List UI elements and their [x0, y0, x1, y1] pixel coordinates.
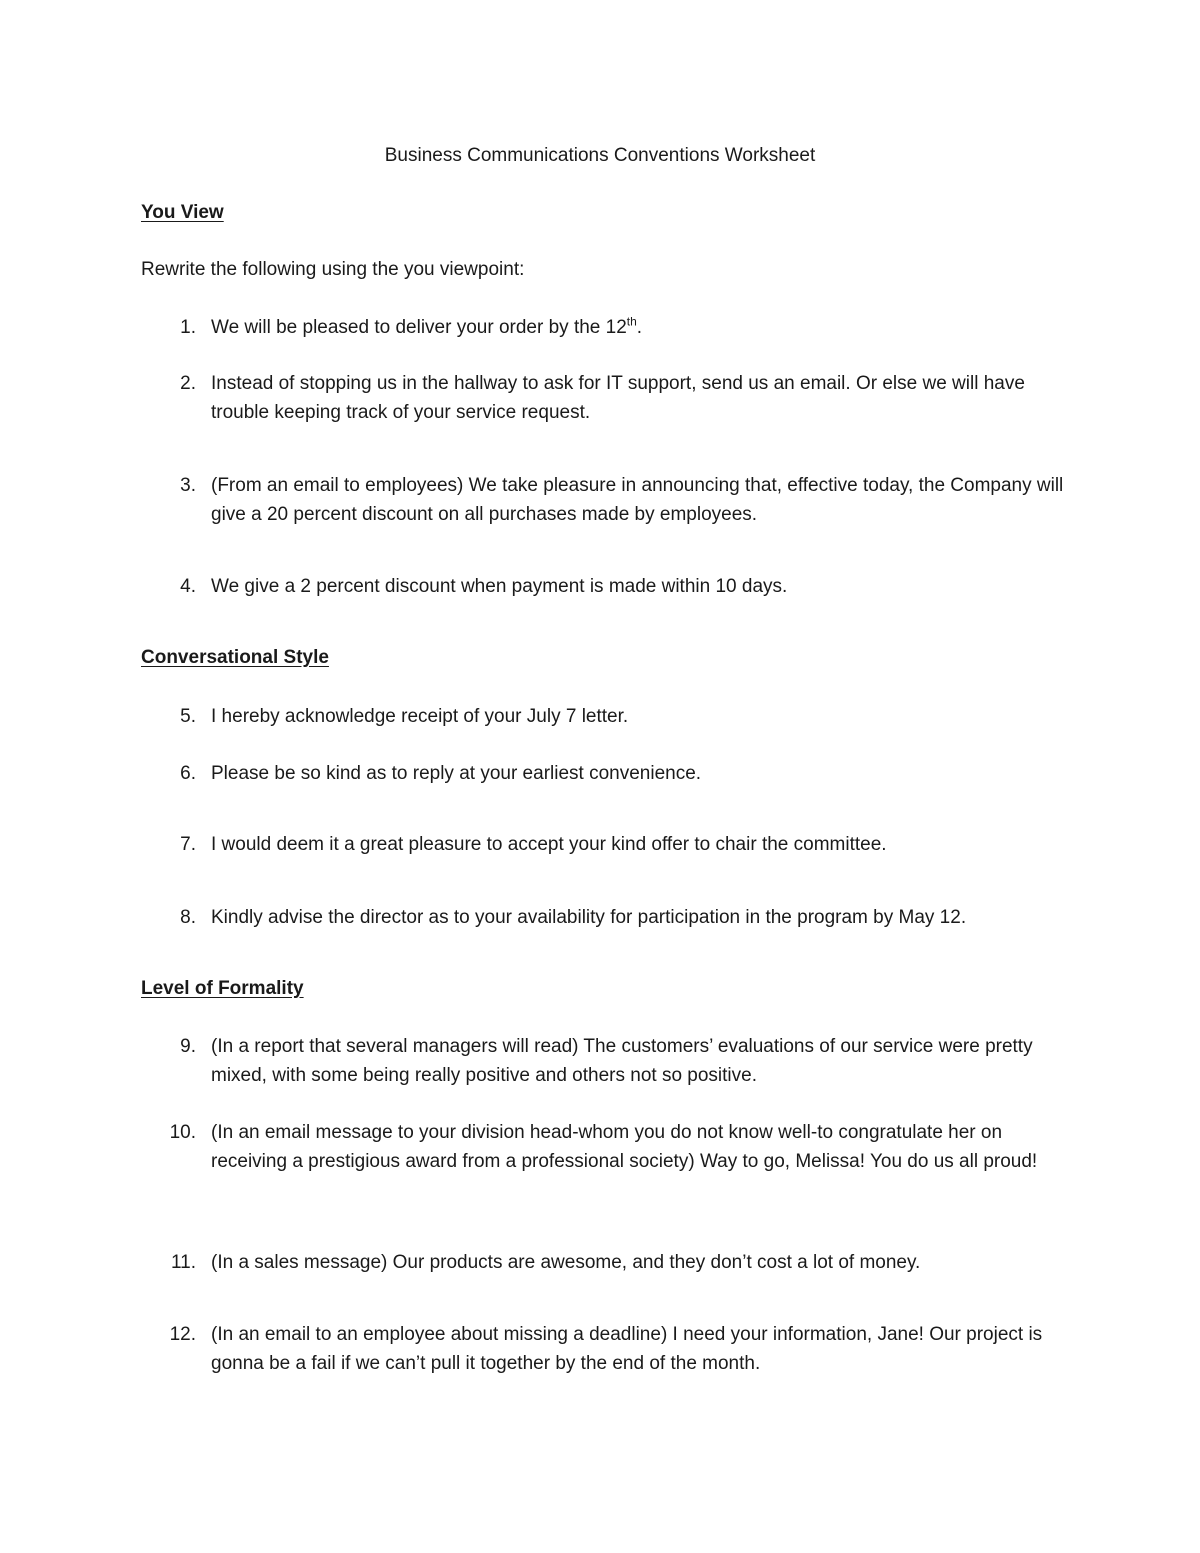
section-heading-conversational-style: Conversational Style [141, 647, 329, 668]
list-item: 5. I hereby acknowledge receipt of your July 7 letter. [141, 702, 1071, 731]
section-heading-you-view: You View [141, 202, 224, 223]
list-item: 6. Please be so kind as to reply at your earliest convenience. [141, 759, 1071, 788]
item-text: (From an email to employees) We take pleasure in announcing that, effective today, the Company will give a 20 percent discount on all purchases made by employees. [211, 475, 1064, 525]
list-item: 7. I would deem it a great pleasure to accept your kind offer to chair the committee. [141, 830, 1071, 859]
item-text: (In a sales message) Our products are awesome, and they don’t cost a lot of money. [211, 1252, 921, 1273]
list-item: 10. (In an email message to your division head-whom you do not know well-to congratulate her on receiving a prestigious award from a professional society) Way to go, Melissa! You do us all proud! [141, 1118, 1071, 1176]
section-heading-level-of-formality: Level of Formality [141, 978, 304, 999]
list-item: 2. Instead of stopping us in the hallway to ask for IT support, send us an email. Or else we will have trouble keeping track of your service request. [141, 369, 1071, 427]
item-text: I hereby acknowledge receipt of your July 7 letter. [211, 706, 629, 727]
item-text: (In an email message to your division head-whom you do not know well-to congratulate her on receiving a prestigious award from a professional society) Way to go, Melissa! You do us all proud! [211, 1122, 1038, 1172]
item-text: I would deem it a great pleasure to accept your kind offer to chair the committee. [211, 834, 887, 855]
list-item: 3. (From an email to employees) We take pleasure in announcing that, effective today, the Company will give a 20 percent discount on all purchases made by employees. [141, 471, 1071, 529]
item-text: Instead of stopping us in the hallway to ask for IT support, send us an email. Or else we will have trouble keeping track of your service request. [211, 373, 1025, 423]
item-text: Kindly advise the director as to your availability for participation in the program by May 12. [211, 907, 967, 928]
list-item: 12. (In an email to an employee about missing a deadline) I need your information, Jane! Our project is gonna be a fail if we can’t pull it together by the end of the month. [141, 1320, 1071, 1378]
list-item: 11. (In a sales message) Our products are awesome, and they don’t cost a lot of money. [141, 1248, 1071, 1277]
item-text: (In an email to an employee about missing a deadline) I need your information, Jane! Our project is gonna be a fail if we can’t pull it together by the end of the month. [211, 1324, 1043, 1374]
item-text: (In a report that several managers will read) The customers’ evaluations of our service were pretty mixed, with some being really positive and others not so positive. [211, 1036, 1033, 1086]
superscript: th [626, 314, 637, 329]
list-item: 8. Kindly advise the director as to your availability for participation in the program by May 12. [141, 903, 1071, 932]
list-item: 9. (In a report that several managers will read) The customers’ evaluations of our service were pretty mixed, with some being really positive and others not so positive. [141, 1032, 1071, 1090]
list-item: 1. We will be pleased to deliver your order by the 12th. [141, 313, 1071, 342]
document-title: Business Communications Conventions Worksheet [384, 145, 816, 166]
item-text: Please be so kind as to reply at your earliest convenience. [211, 763, 702, 784]
section-instruction: Rewrite the following using the you viewpoint: [141, 259, 525, 280]
item-text: We give a 2 percent discount when payment is made within 10 days. [211, 576, 788, 597]
list-item: 4. We give a 2 percent discount when payment is made within 10 days. [141, 572, 1071, 601]
item-text: We will be pleased to deliver your order by the 12th. [211, 314, 643, 338]
